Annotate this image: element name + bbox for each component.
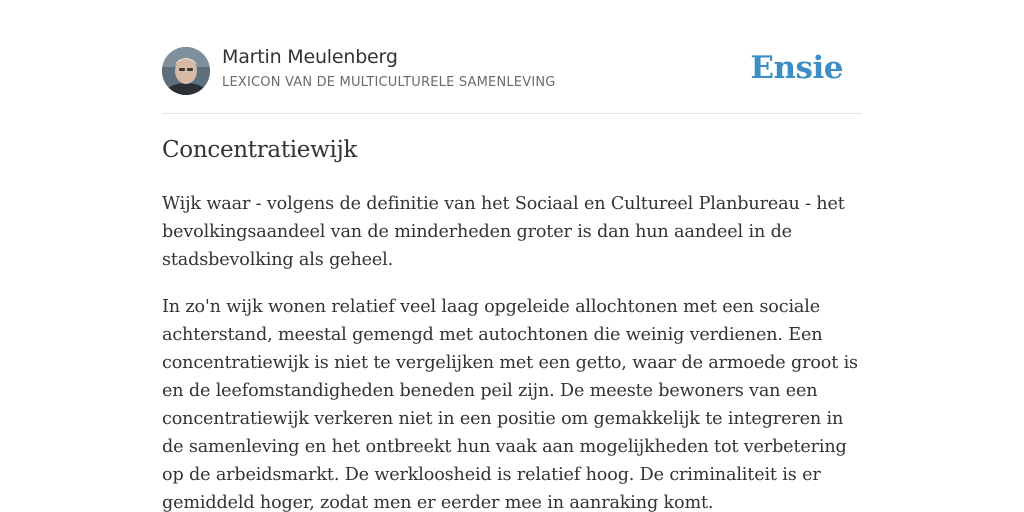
header-divider (162, 113, 862, 114)
article-title: Concentratiewijk (162, 137, 358, 163)
brand-logo[interactable]: Ensie (750, 50, 843, 86)
article-header (162, 46, 862, 96)
avatar-portrait-icon (162, 47, 210, 95)
article-paragraph: Wijk waar - volgens de definitie van het Sociaal en Cultureel Planbureau - het bevolkingsaandeel van de minderheden groter is dan hun aandeel in de stadsbevolking als geheel. (162, 194, 845, 270)
article-body (162, 190, 867, 512)
author-avatar[interactable] (162, 47, 210, 95)
author-name[interactable]: Martin Meulenberg (222, 46, 398, 68)
publication-name[interactable]: LEXICON VAN DE MULTICULTURELE SAMENLEVING (222, 75, 556, 90)
article-paragraph: In zo'n wijk wonen relatief veel laag opgeleide allochtonen met een sociale achterstand, meestal gemengd met autochtonen die weinig verdienen. Een concentratiewijk is niet te vergelijken met een getto, waar de armoede groot is en de leefomstandigheden beneden peil zijn. De meeste bewoners van een concentratiewijk verkeren niet in een positie om gemakkelijk te integreren in de samenleving en het ontbreekt hun vaak aan mogelijkheden tot verbetering op de arbeidsmarkt. De werkloosheid is relatief hoog. De criminaliteit is er gemiddeld hoger, zodat men er eerder mee in aanraking komt. (162, 297, 858, 512)
